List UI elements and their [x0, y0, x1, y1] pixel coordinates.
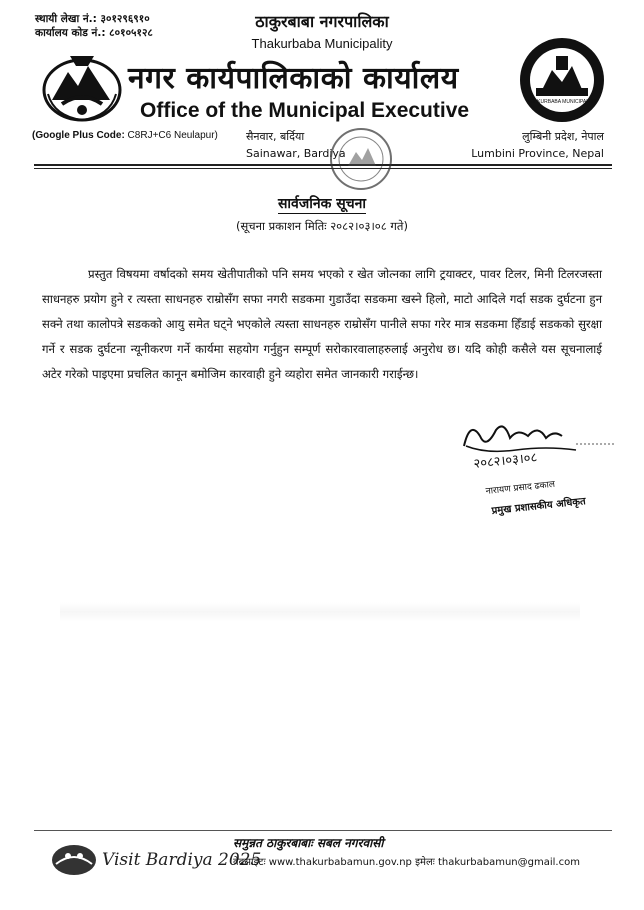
header-divider — [34, 164, 612, 166]
footer-contact: वेबसाइटः www.thakurbabamun.gov.np इमेलः thakurbabamun@gmail.com — [233, 857, 580, 868]
signatory-designation: प्रमुख प्रशासकीय अधिकृत — [491, 496, 587, 517]
notice-title-text: सार्वजनिक सूचना — [277, 196, 367, 212]
municipality-name-en: Thakurbaba Municipality — [251, 36, 393, 51]
google-plus-code — [32, 130, 218, 141]
location-np: सैनवार, बर्दिया — [246, 130, 305, 143]
visit-bardiya-logo — [48, 832, 262, 882]
signature-date: २०८२।०३।०८ — [472, 450, 539, 472]
nepal-emblem-logo — [40, 50, 124, 122]
office-code: कार्यालय कोड नं.: ८०१०५१२८ — [35, 27, 153, 39]
signatory-name: नारायण प्रसाद ढकाल — [485, 479, 556, 497]
location-en: Sainawar, Bardiya — [246, 147, 346, 160]
province-np: लुम्बिनी प्रदेश, नेपाल — [522, 130, 604, 143]
footer-divider — [34, 830, 612, 831]
thakurbaba-municipality-logo — [518, 36, 606, 124]
paper-fold-mark — [60, 602, 580, 622]
gplus-label: (Google Plus Code: — [32, 130, 125, 141]
permanent-account-number: स्थायी लेखा नं.: ३०१२९६९१० — [35, 13, 150, 25]
footer-slogan: समुन्नत ठाकुरबाबाः सबल नगरवासी — [233, 836, 384, 850]
signature-block — [456, 416, 616, 526]
office-name-np: नगर कार्यपालिकाको कार्यालय — [128, 61, 459, 96]
province-en: Lumbini Province, Nepal — [471, 147, 604, 160]
notice-body: प्रस्तुत विषयमा वर्षादको समय खेतीपातीको पनि समय भएको र खेत जोत्नका लागि ट्रयाक्टर, पावर टिलर, मिनी टिलरजस्ता साधनहरु प्रयोग हुने र त्यस्ता साधनहरु राम्रोसँग सफा नगरी सडकमा गुडाउँदा सडकमा खस्ने हिलो, माटो आदिले गर्दा सडक दुर्घटना हुन सक्ने तथा कालोपत्रे सडकको आयु समेत घट्ने भएकोले त्यस्ता साधनहरु राम्रोसँग पानीले सफा गरेर मात्र सडकमा हिँडाई सडकको सुरक्षा गर्ने र सडक दुर्घटना न्यूनीकरण गर्ने कार्यमा सहयोग गर्नुहुन सम्पूर्ण सरोकारवालाहरुलाई अनुरोध छ। यदि कोही कसैले यस सूचनालाई अटेर गरेको पाइएमा प्रचलित कानून बमोजिम कारवाही हुने व्यहोरा समेत जानकारी गराईन्छ। — [42, 267, 602, 381]
header-divider-thin — [34, 168, 612, 169]
province-location — [471, 128, 604, 162]
notice-publication-date: (सूचना प्रकाशन मितिः २०८२।०३।०८ गते) — [236, 219, 408, 233]
office-stamp — [328, 126, 394, 192]
notice-title — [0, 194, 644, 213]
municipality-name-np: ठाकुरबाबा नगरपालिका — [255, 12, 389, 31]
logo-caption: THAKURBABA MUNICIPALITY — [527, 99, 597, 105]
office-name-en: Office of the Municipal Executive — [140, 99, 470, 122]
gplus-code: C8RJ+C6 Neulapur) — [124, 130, 218, 141]
visit-bardiya-text: Visit Bardiya 2025 — [102, 850, 262, 870]
